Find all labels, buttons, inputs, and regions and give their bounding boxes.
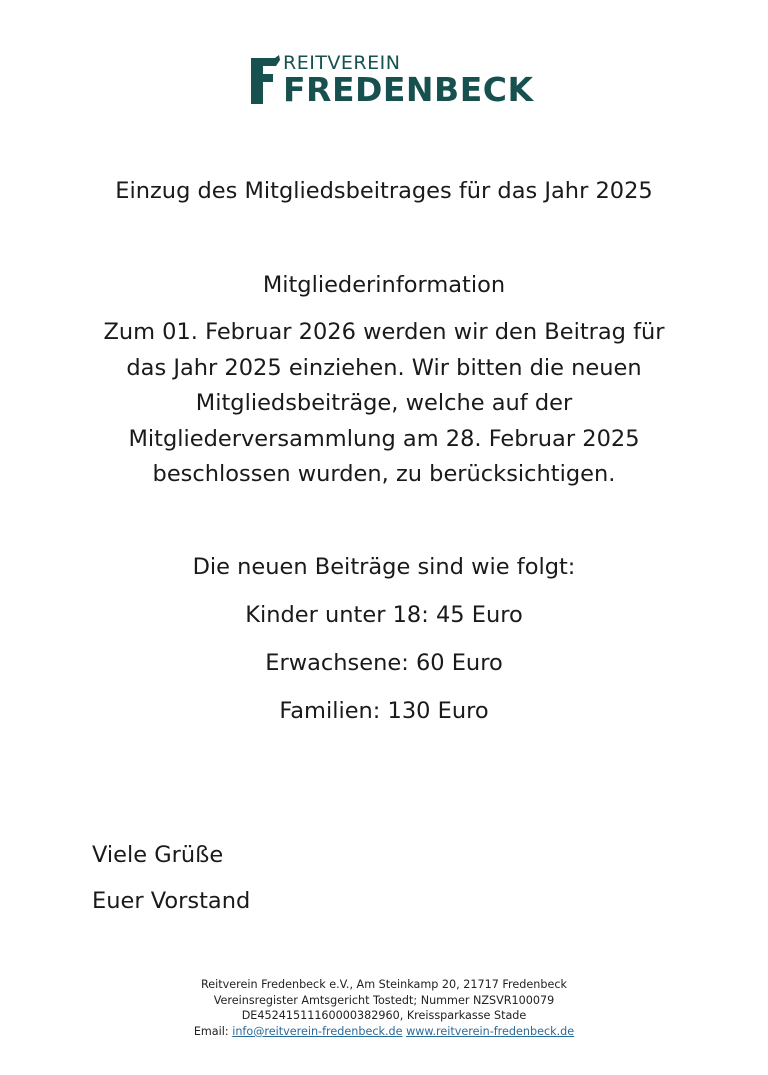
body-line: Mitgliederversammlung am 28. Februar 2025 bbox=[128, 425, 640, 452]
fee-families: Familien: 130 Euro bbox=[279, 698, 489, 724]
horse-f-icon bbox=[249, 54, 283, 106]
body-line: Mitgliedsbeiträge, welche auf der bbox=[195, 390, 573, 416]
letter-subhead: Mitgliederinformation bbox=[262, 272, 506, 298]
body-line: das Jahr 2025 einziehen. Wir bitten die neuen bbox=[126, 354, 642, 381]
fee-children: Kinder unter 18: 45 Euro bbox=[245, 602, 523, 628]
body-line: beschlossen wurden, zu berücksichtigen. bbox=[152, 461, 616, 487]
fees-intro: Die neuen Beiträge sind wie folgt: bbox=[192, 554, 576, 580]
fee-adults: Erwachsene: 60 Euro bbox=[265, 650, 503, 676]
email-label: Email: bbox=[193, 1024, 229, 1038]
footer-contact bbox=[0, 1024, 768, 1040]
website-link[interactable]: www.reitverein-fredenbeck.de bbox=[406, 1024, 575, 1038]
logo-line-2: FREDENBECK bbox=[283, 70, 534, 109]
club-logo bbox=[249, 52, 539, 108]
closing-greeting: Viele Grüße bbox=[92, 842, 224, 868]
letter-footer bbox=[0, 977, 768, 1039]
footer-address: Reitverein Fredenbeck e.V., Am Steinkamp 20, 21717 Fredenbeck bbox=[201, 978, 567, 991]
footer-register: Vereinsregister Amtsgericht Tostedt; Nummer NZSVR100079 bbox=[213, 993, 555, 1007]
email-link[interactable]: info@reitverein-fredenbeck.de bbox=[232, 1024, 403, 1038]
closing-signature: Euer Vorstand bbox=[92, 888, 251, 914]
body-line: Zum 01. Februar 2026 werden wir den Beitrag für bbox=[103, 319, 665, 345]
letter-headline: Einzug des Mitgliedsbeitrages für das Jahr 2025 bbox=[115, 178, 653, 204]
footer-bank: DE45241511160000382960, Kreissparkasse Stade bbox=[241, 1009, 527, 1023]
logo-line-1: REITVEREIN bbox=[283, 52, 401, 74]
letter-body bbox=[64, 315, 704, 493]
